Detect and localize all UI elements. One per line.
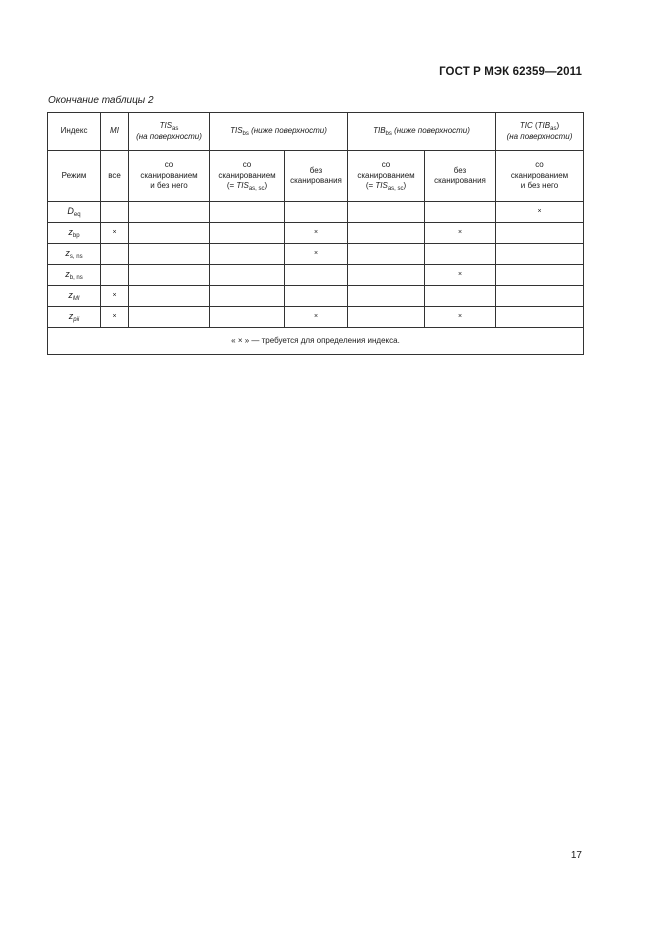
tib-bs-symbol: TIB [373, 126, 386, 136]
mode-line: сканированием [357, 170, 415, 180]
tic-paren-close: ) [556, 121, 560, 130]
tic-paren-open: ( [532, 121, 538, 130]
data-rows [48, 202, 584, 328]
mode-line: сканированием [140, 170, 198, 180]
row-index-symbol: z [68, 227, 73, 238]
mark-cell: × [425, 223, 496, 244]
mark-cell [210, 244, 285, 265]
row-index-symbol: z [68, 311, 74, 322]
tis-bs-symbol: TIS [230, 126, 243, 136]
row-index-cell [48, 286, 101, 307]
tic-mode-cell [496, 151, 584, 202]
mark-cell [425, 244, 496, 265]
mark-cell [210, 265, 285, 286]
row-index-cell [48, 307, 101, 328]
mark-cell [101, 265, 129, 286]
mark-cell [496, 265, 584, 286]
document-code: ГОСТ Р МЭК 62359—2011 [439, 66, 582, 78]
header-row-index [48, 113, 584, 151]
mark-cell: × [101, 286, 129, 307]
mode-line: сканирования [290, 176, 342, 185]
row-index-cell [48, 265, 101, 286]
row-index-subscript: b, ns [69, 275, 83, 282]
mark-cell: × [285, 244, 348, 265]
table-row [48, 286, 584, 307]
table-row [48, 307, 584, 328]
tib-bs-noscan-cell [425, 151, 496, 202]
mark-cell: × [285, 223, 348, 244]
mode-line: сканированием [218, 170, 276, 180]
mark-cell [425, 202, 496, 223]
mark-cell [129, 265, 210, 286]
tib-bs-note: (ниже поверхности) [394, 126, 470, 136]
page-number: 17 [570, 850, 582, 861]
tic-symbol: TIC [519, 121, 533, 130]
mode-subscript: as, sc [387, 186, 404, 193]
mode-line: и без него [520, 181, 559, 191]
mode-subscript: as, sc [248, 186, 265, 193]
mode-symbol: TIS [236, 181, 249, 191]
mode-line: со [535, 160, 544, 170]
footnote: « × » — требуется для определения индекса. [48, 328, 584, 355]
mark-cell: × [101, 307, 129, 328]
tis-bs-noscan-cell [285, 151, 348, 202]
mark-cell [210, 286, 285, 307]
mark-cell [129, 286, 210, 307]
mark-cell [210, 307, 285, 328]
mode-line: со [381, 160, 391, 170]
mark-cell [348, 244, 425, 265]
row-index-subscript: pii [73, 317, 80, 324]
row-index-subscript: bp [72, 233, 80, 240]
mode-symbol: TIS [375, 181, 388, 191]
row-index-symbol: z [65, 269, 70, 280]
mark-cell: × [101, 223, 129, 244]
mode-line: (= [365, 181, 376, 191]
tic-note: (на поверхности) [506, 131, 573, 141]
row-index-cell [48, 202, 101, 223]
mark-cell [285, 202, 348, 223]
mode-line: (= [226, 181, 237, 191]
tic-paren-subscript: as [550, 126, 557, 132]
row-index-subscript: MI [72, 296, 80, 303]
mode-line: сканированием [510, 170, 569, 180]
index-table [47, 112, 584, 355]
mi-mode-cell: все [101, 151, 129, 202]
mark-cell [496, 223, 584, 244]
mark-cell [129, 307, 210, 328]
table-row [48, 202, 584, 223]
mark-cell [496, 286, 584, 307]
mark-cell [129, 223, 210, 244]
mark-cell [101, 202, 129, 223]
tic-header [496, 113, 584, 151]
row-index-symbol: z [65, 248, 70, 259]
mode-line: и без него [150, 181, 188, 191]
row-index-subscript: s, ns [69, 254, 83, 261]
row-index-symbol: D [67, 206, 74, 217]
row-index-subscript: eq [73, 212, 81, 219]
mark-cell [348, 202, 425, 223]
mark-cell [129, 202, 210, 223]
mark-cell: × [425, 307, 496, 328]
mark-cell [496, 244, 584, 265]
mark-cell: × [425, 265, 496, 286]
tis-as-header [129, 113, 210, 151]
tib-bs-subscript: bs [385, 131, 392, 138]
tis-bs-scan-cell [210, 151, 285, 202]
index-header: Индекс [48, 113, 101, 151]
mark-cell [348, 286, 425, 307]
mark-cell [496, 307, 584, 328]
footnote-row [48, 328, 584, 355]
tis-bs-note: (ниже поверхности) [251, 126, 327, 136]
mode-line: без [309, 165, 323, 175]
tis-as-symbol: TIS [159, 121, 173, 130]
mark-cell [348, 265, 425, 286]
header-row-mode [48, 151, 584, 202]
table-row [48, 244, 584, 265]
mark-cell [285, 286, 348, 307]
mi-header: MI [101, 113, 129, 151]
mode-line: со [242, 160, 252, 170]
mode-line: сканирования [434, 176, 486, 185]
mark-cell [129, 244, 210, 265]
mark-cell [285, 265, 348, 286]
mark-cell: × [496, 202, 584, 223]
tis-as-note: (на поверхности) [136, 131, 202, 141]
tib-bs-header [348, 113, 496, 151]
mode-line: без [453, 165, 467, 175]
row-index-cell [48, 223, 101, 244]
table-row [48, 223, 584, 244]
mark-cell: × [285, 307, 348, 328]
tis-as-subscript: as [172, 126, 179, 132]
table-row [48, 265, 584, 286]
mark-cell [101, 244, 129, 265]
row-index-cell [48, 244, 101, 265]
mode-line: ) [403, 181, 407, 191]
mark-cell [210, 223, 285, 244]
row-index-symbol: z [68, 290, 73, 301]
table-caption: Окончание таблицы 2 [48, 95, 154, 106]
tic-paren-symbol: TIB [537, 121, 551, 130]
mark-cell [348, 307, 425, 328]
tib-bs-scan-cell [348, 151, 425, 202]
mode-line: со [164, 160, 174, 170]
tis-bs-header [210, 113, 348, 151]
mode-line: ) [264, 181, 268, 191]
mark-cell [425, 286, 496, 307]
tis-as-mode-cell [129, 151, 210, 202]
mode-header: Режим [48, 151, 101, 202]
mark-cell [210, 202, 285, 223]
tis-bs-subscript: bs [242, 131, 249, 138]
mark-cell [348, 223, 425, 244]
